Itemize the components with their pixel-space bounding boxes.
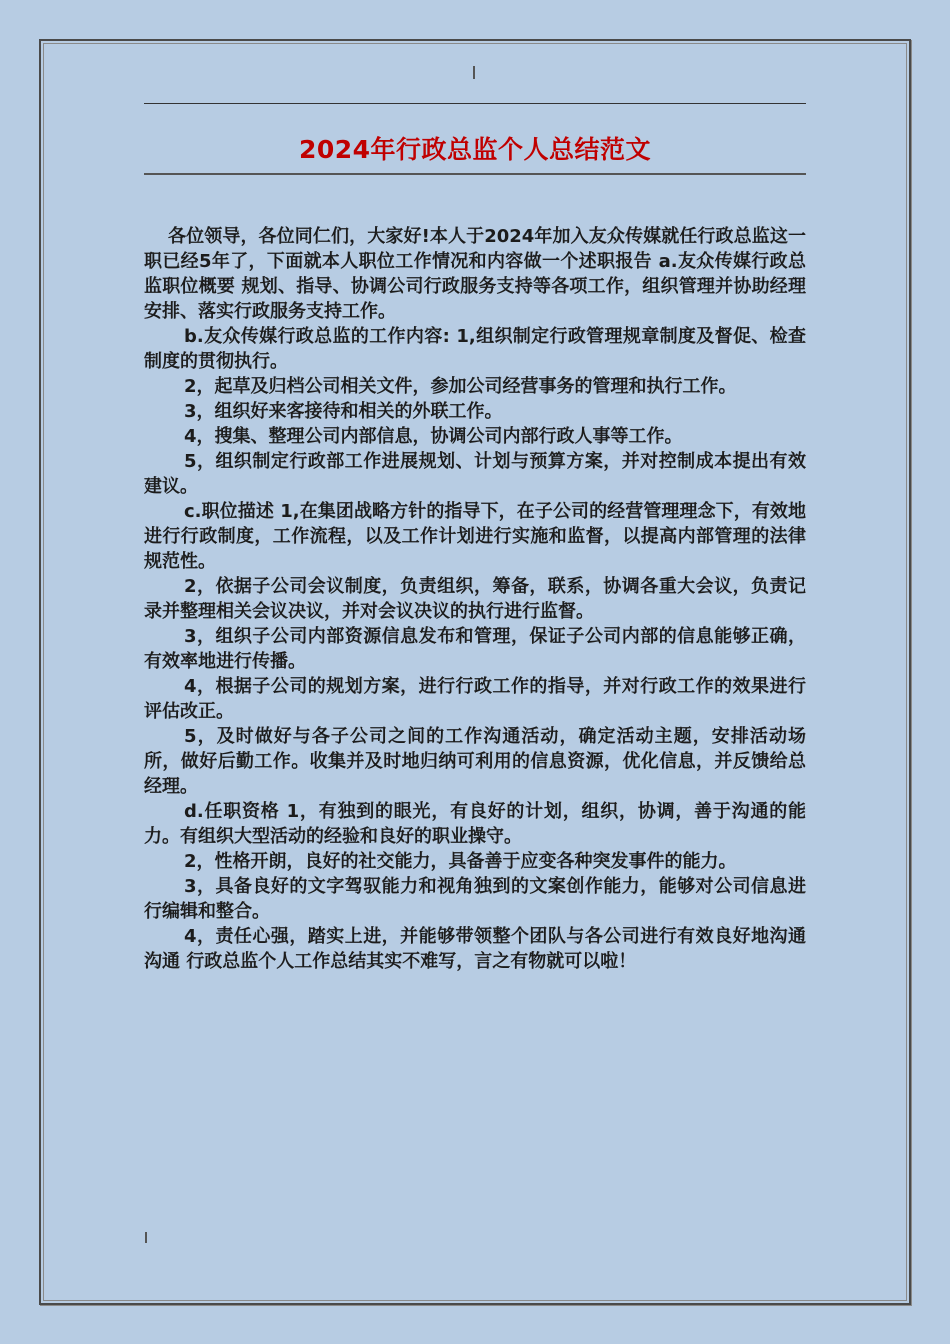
paragraph: 2，起草及归档公司相关文件，参加公司经营事务的管理和执行工作。 — [184, 376, 737, 397]
document-body — [144, 224, 806, 974]
paragraph: 3，组织好来客接待和相关的外联工作。 — [184, 401, 503, 422]
paragraph: 5，及时做好与各子公司之间的工作沟通活动，确定活动主题，安排活动场所，做好后勤工作。收集并及时地归纳可利用的信息资源，优化信息，并反馈给总经理。 — [144, 726, 806, 797]
document-title: 2024年行政总监个人总结范文 — [298, 135, 652, 164]
paragraph: 4，搜集、整理公司内部信息，协调公司内部行政人事等工作。 — [184, 426, 683, 447]
title-underline — [144, 173, 806, 175]
paragraph: 3，具备良好的文字驾驭能力和视角独到的文案创作能力，能够对公司信息进行编辑和整合。 — [144, 876, 806, 922]
header-rule — [144, 103, 806, 104]
paragraph: c.职位描述 1,在集团战略方针的指导下，在子公司的经营管理理念下，有效地进行行政制度，工作流程，以及工作计划进行实施和监督，以提高内部管理的法律规范性。 — [144, 501, 806, 572]
paragraph: 5，组织制定行政部工作进展规划、计划与预算方案，并对控制成本提出有效建议。 — [144, 451, 806, 497]
paragraph: 3，组织子公司内部资源信息发布和管理，保证子公司内部的信息能够正确，有效率地进行传播。 — [144, 626, 806, 672]
header-cursor-mark — [473, 66, 475, 79]
paragraph: 2，性格开朗，良好的社交能力，具备善于应变各种突发事件的能力。 — [184, 851, 737, 872]
footer-cursor-mark — [145, 1232, 147, 1243]
paragraph: d.任职资格 1，有独到的眼光，有良好的计划，组织，协调，善于沟通的能力。有组织大型活动的经验和良好的职业操守。 — [144, 801, 806, 847]
paragraph: 2，依据子公司会议制度，负责组织，筹备，联系，协调各重大会议，负责记录并整理相关会议决议，并对会议决议的执行进行监督。 — [144, 576, 806, 622]
paragraph: b.友众传媒行政总监的工作内容: 1,组织制定行政管理规章制度及督促、检查制度的贯彻执行。 — [144, 326, 806, 372]
paragraph: 4，责任心强，踏实上进，并能够带领整个团队与各公司进行有效良好地沟通沟通 行政总监个人工作总结其实不难写，言之有物就可以啦！ — [144, 926, 806, 972]
paragraph: 4，根据子公司的规划方案，进行行政工作的指导，并对行政工作的效果进行评估改正。 — [144, 676, 806, 722]
paragraph-intro: 各位领导，各位同仁们，大家好!本人于2024年加入友众传媒就任行政总监这一职已经5年了，下面就本人职位工作情况和内容做一个述职报告 a.友众传媒行政总监职位概要 规划、指导、协调公司行政服务支持等各项工作，组织管理并协助经理安排、落实行政服务支持工作。 — [144, 226, 806, 322]
